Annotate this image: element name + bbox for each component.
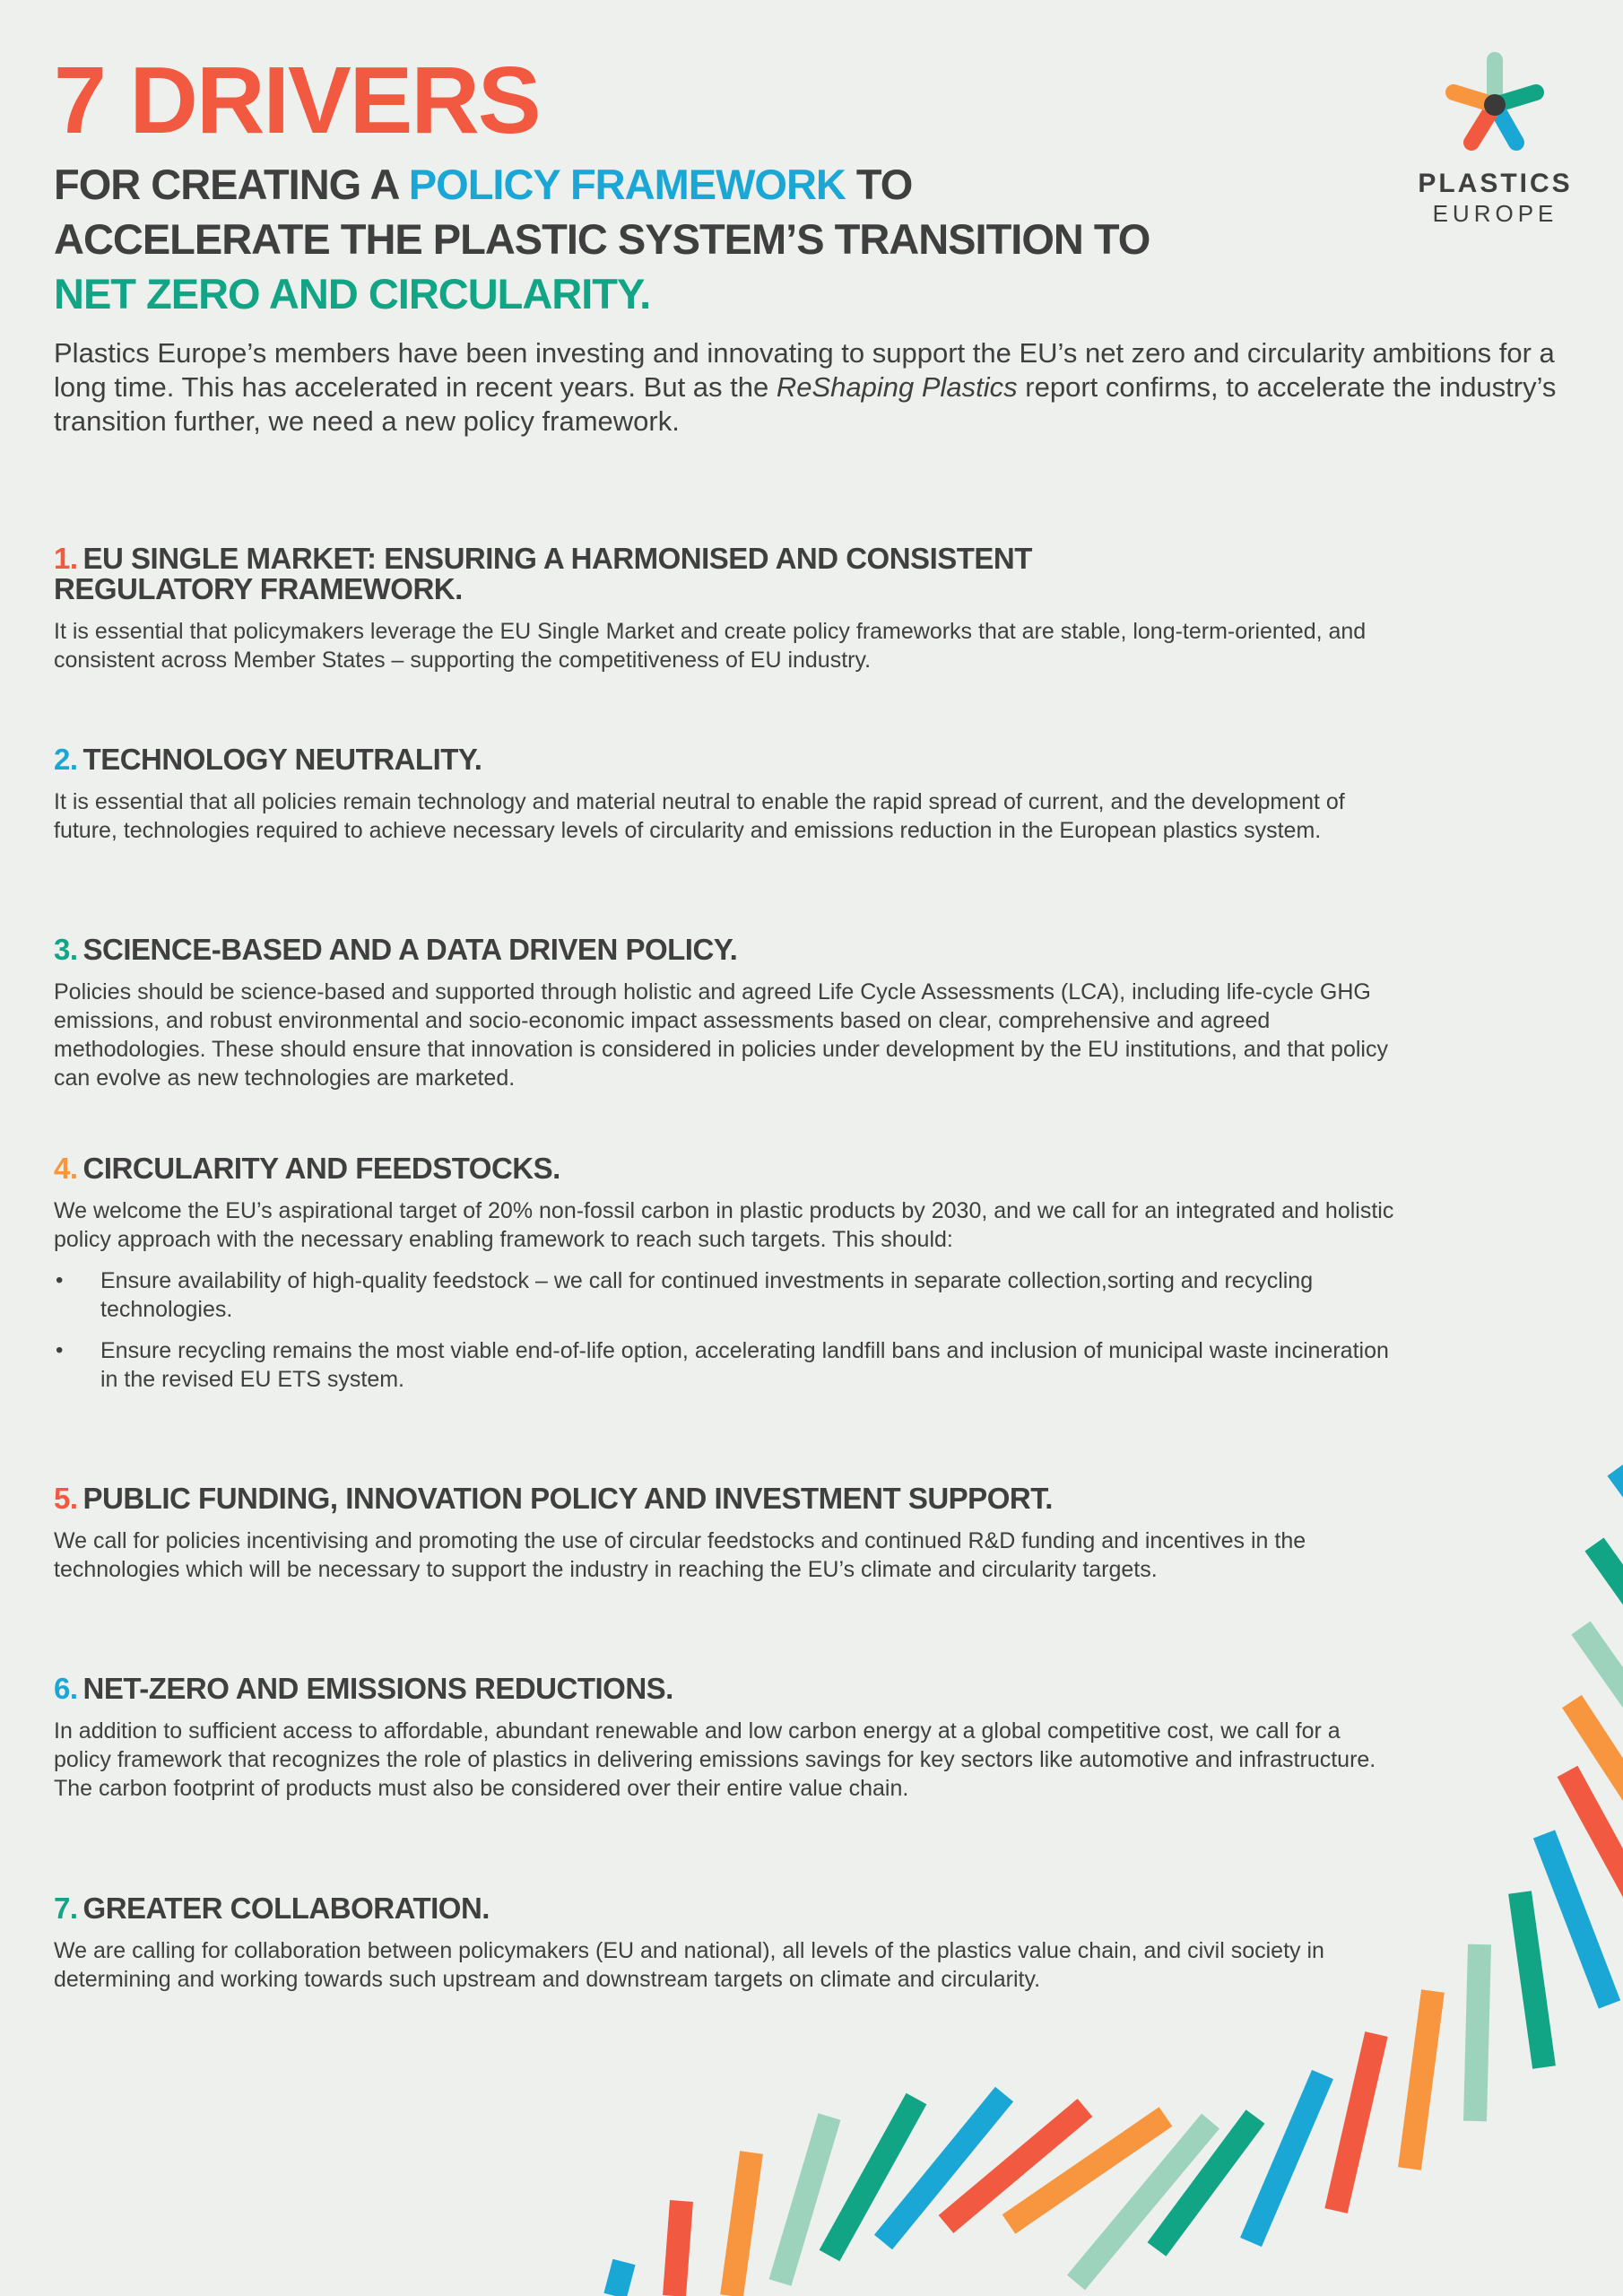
page-title: 7 DRIVERS (54, 48, 540, 153)
driver-heading-text: SCIENCE-BASED AND A DATA DRIVEN POLICY. (82, 933, 738, 966)
driver-heading (54, 1153, 1399, 1184)
stripe (946, 2108, 1085, 2224)
bullet-item: • Ensure recycling remains the most viable end-of-life option, accelerating landfill bans and inclusion of municipal waste incineration in the revised EU ETS system. (54, 1336, 1399, 1394)
driver-heading-text: PUBLIC FUNDING, INNOVATION POLICY AND INVESTMENT SUPPORT. (82, 1482, 1053, 1515)
stripe (829, 2099, 916, 2256)
subtitle-text-1: FOR CREATING A (54, 161, 409, 208)
driver-number: 1. (54, 542, 78, 575)
logo-text-europe: EUROPE (1432, 200, 1558, 227)
stripe (1544, 1834, 1610, 2005)
stripe (1617, 1469, 1623, 1502)
intro-text-1: Plastics Europe’s members have been investing and innovating to support the EU’s net zero and circularity ambitions for a long time. This has accelerated in recent years. But as the (54, 337, 1555, 403)
stripe (1336, 2034, 1376, 2211)
driver-body: Policies should be science-based and supported through holistic and agreed Life Cycle Assessments (LCA), including life-cycle GHG emissions, and robust environmental and socio-economic impact assessments based on clear, comprehensive and agreed methodologies. These should ensure that innovation is considered in policies under development by the EU institutions, and that policy can evolve as new technologies are marketed. (54, 979, 1388, 1091)
driver-number: 5. (54, 1482, 78, 1515)
driver-body: We are calling for collaboration between policymakers (EU and national), all levels of the plastics value chain, and civil society in determining and working towards such upstream and downstream targets on climate and circularity. (54, 1938, 1324, 1992)
driver-heading (54, 1483, 1399, 1514)
stripe (732, 2152, 751, 2296)
subtitle-highlight-net-zero: NET ZERO AND CIRCULARITY. (54, 270, 651, 317)
driver-bullet-list (54, 1266, 1399, 1394)
stripe (1520, 1892, 1544, 2067)
plastics-europe-logo (1412, 49, 1578, 229)
page-subtitle (54, 157, 1175, 321)
stripe (1076, 2121, 1211, 2283)
subtitle-highlight-policy-framework: POLICY FRAMEWORK (408, 161, 846, 208)
stripe (780, 2117, 829, 2283)
driver-heading (54, 544, 1399, 604)
driver-heading (54, 1674, 1399, 1704)
stripe (674, 2201, 681, 2296)
driver-number: 2. (54, 743, 78, 776)
driver-heading-text: TECHNOLOGY NEUTRALITY. (82, 743, 482, 776)
stripe (883, 2094, 1004, 2242)
driver-number: 3. (54, 933, 78, 966)
driver-heading-text: REGULATORY FRAMEWORK. (54, 572, 463, 605)
bullet-item: • Ensure availability of high-quality feedstock – we call for continued investments in separate collection,sorting and recycling technologies. (54, 1266, 1399, 1324)
driver-heading (54, 1893, 1399, 1924)
driver-number: 7. (54, 1892, 78, 1925)
driver-heading-text: GREATER COLLABORATION. (82, 1892, 490, 1925)
stripe (1581, 1628, 1623, 1713)
driver-body: In addition to sufficient access to affordable, abundant renewable and low carbon energy at a global competitive cost, we call for a policy framework that recognizes the role of plastics in delivering emissions savings for key sectors like automotive and infrastructure. The carbon footprint of products must also be considered over their entire value chain. (54, 1718, 1376, 1801)
driver-body: We welcome the EU’s aspirational target of 20% non-fossil carbon in plastic products by 2030, and we call for an integrated and holistic policy approach with the necessary enabling framework to reach such targets. This should: (54, 1198, 1394, 1252)
stripe (1594, 1544, 1623, 1610)
intro-report-name: ReShaping Plastics (776, 371, 1018, 403)
driver-body: It is essential that policymakers leverage the EU Single Market and create policy frameworks that are stable, long-term-oriented, and consistent across Member States – supporting the competitiveness of EU industry. (54, 619, 1367, 673)
driver-section-1 (54, 544, 1399, 674)
driver-section-3 (54, 935, 1399, 1092)
driver-heading (54, 935, 1399, 965)
stripe (615, 2262, 624, 2296)
stripe (1251, 2074, 1323, 2242)
driver-number: 6. (54, 1672, 78, 1705)
driver-heading-text: CIRCULARITY AND FEEDSTOCKS. (82, 1152, 560, 1185)
driver-body: It is essential that all policies remain technology and material neutral to enable the rapid spread of current, and the development of future, technologies required to achieve necessary levels of circularity and emissions reduction in the European plastics system. (54, 789, 1345, 843)
stripe (1009, 2117, 1166, 2224)
subtitle-text-2: TO ACCELERATE THE PLASTIC SYSTEM’S TRANSITION TO (54, 161, 1150, 263)
driver-heading (54, 744, 1399, 775)
stripe (1475, 1944, 1480, 2121)
stripe (1410, 1991, 1433, 2169)
driver-section-5 (54, 1483, 1399, 1584)
intro-paragraph (54, 336, 1560, 439)
logo-text-plastics: PLASTICS (1418, 169, 1573, 198)
stripe (1572, 1701, 1623, 1807)
driver-section-6 (54, 1674, 1399, 1803)
stripe (1157, 2117, 1255, 2249)
driver-number: 4. (54, 1152, 78, 1185)
driver-heading-text: NET-ZERO AND EMISSIONS REDUCTIONS. (82, 1672, 673, 1705)
star-logo-icon (1412, 49, 1578, 166)
driver-body: We call for policies incentivising and promoting the use of circular feedstocks and continued R&D funding and incentives in the technologies which will be necessary to support the industry in reaching the EU’s climate and circularity targets. (54, 1528, 1306, 1582)
driver-heading-text: EU SINGLE MARKET: ENSURING A HARMONISED AND CONSISTENT (82, 542, 1032, 575)
driver-section-4 (54, 1153, 1399, 1394)
stripe (1567, 1771, 1623, 1906)
driver-section-2 (54, 744, 1399, 845)
intro-text-2: report confirms, to accelerate the industry’s transition further, we need a new policy framework. (54, 371, 1557, 437)
driver-section-7 (54, 1893, 1399, 1994)
